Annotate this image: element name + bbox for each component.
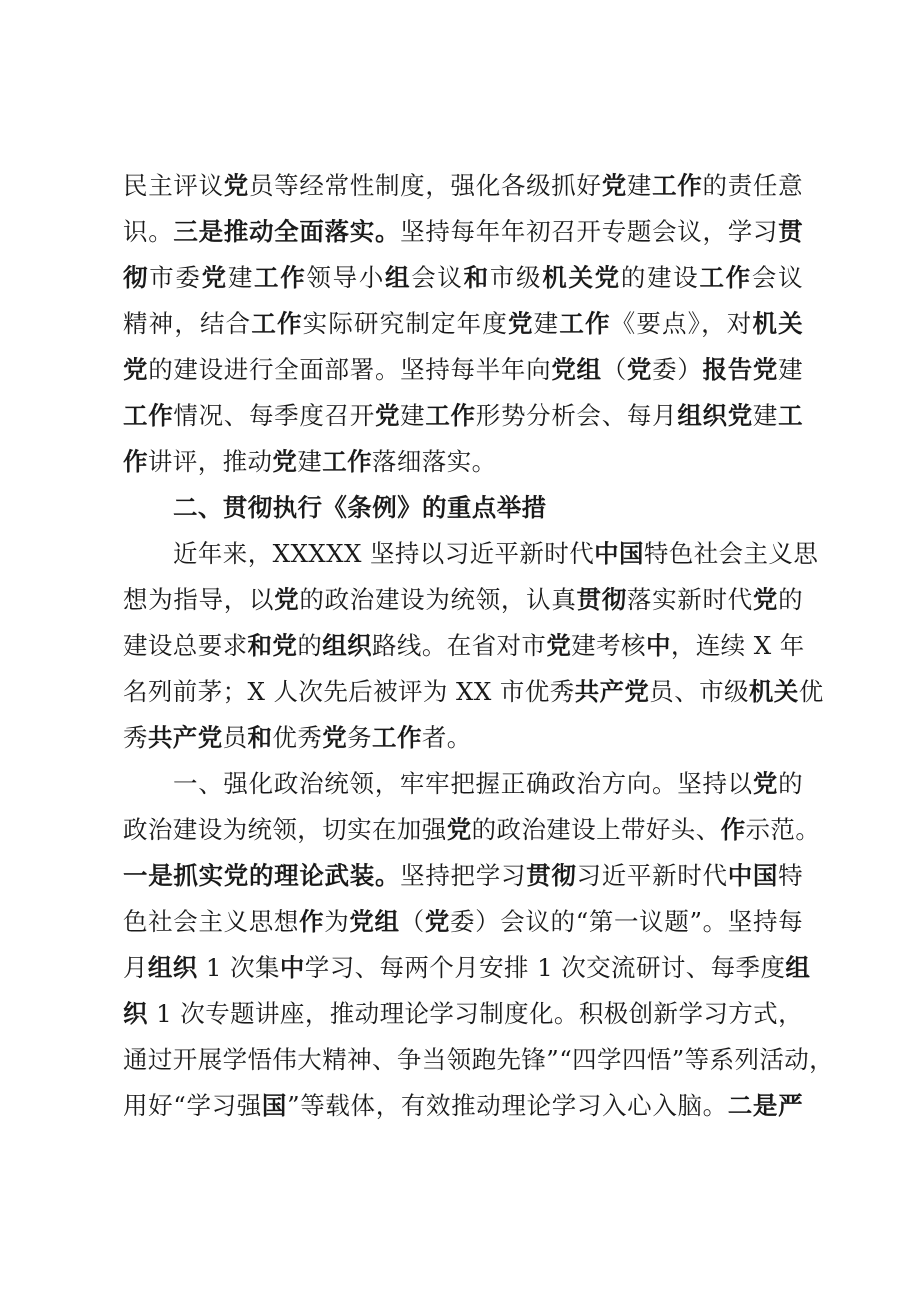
bold-run: 机关党: [542, 263, 621, 292]
text-run: 通过开展学悟伟大精神、争当领跑先锋”“四学四悟”等系列活动，: [123, 1045, 835, 1074]
text-run: 建: [626, 171, 653, 200]
bold-run: 共产党: [574, 677, 650, 706]
text-run: 会议: [411, 263, 464, 292]
bold-run: 贯彻: [526, 861, 577, 890]
text-run: 形势分析会、每月: [475, 401, 678, 430]
bold-run: 和: [463, 263, 490, 292]
bold-run: 党: [508, 309, 534, 338]
text-run: 学习、每两个月安排 1 次交流研讨、每季度: [304, 953, 786, 982]
document-body: [123, 163, 835, 1129]
paragraph-p3: [123, 761, 835, 1129]
bold-run: 二是严: [727, 1091, 803, 1120]
text-line: [123, 761, 803, 807]
text-line: [123, 807, 821, 853]
text-line: [123, 1083, 803, 1129]
text-line: [123, 1037, 835, 1083]
text-run: ”等载体，有效推动理论学习入心入脑。: [287, 1091, 728, 1120]
text-run: 会议: [751, 263, 803, 292]
bold-run: 工作: [372, 723, 422, 752]
text-run: 建: [533, 309, 560, 338]
bold-run: 工作: [652, 171, 703, 200]
text-line: [123, 163, 803, 209]
text-run: 坚持把学习: [400, 861, 527, 890]
bold-run: 作: [123, 447, 148, 476]
text-run: 的建设进行全面部署。坚持每半年向: [148, 355, 552, 384]
text-run: 务: [347, 723, 373, 752]
bold-run: 和: [247, 723, 273, 752]
text-run: 识。: [123, 217, 174, 246]
text-line: [123, 301, 803, 347]
text-line: [123, 209, 803, 255]
text-run: 秀: [123, 723, 148, 752]
bold-run: 共产党: [147, 723, 223, 752]
bold-run: 组织党: [677, 401, 753, 430]
text-line: [123, 623, 803, 669]
paragraph-p2: [123, 531, 824, 761]
text-run: 特: [778, 861, 803, 890]
bold-run: 党: [446, 815, 472, 844]
text-run: 建: [778, 355, 803, 384]
bold-run: 国: [261, 1091, 288, 1120]
bold-run: 党: [322, 723, 348, 752]
text-run: 习近平新时代: [576, 861, 728, 890]
bold-run: 工作: [251, 309, 303, 338]
bold-run: 党: [274, 585, 300, 614]
text-run: 情况、每季度召开: [173, 401, 375, 430]
text-run: 的: [778, 585, 803, 614]
bold-run: 机关: [752, 309, 804, 338]
text-line: [123, 439, 803, 485]
bold-run: 报告党: [702, 355, 779, 384]
text-run: （: [399, 907, 425, 936]
text-line: [123, 347, 803, 393]
text-run: 为: [324, 907, 350, 936]
text-run: 民主评议: [123, 171, 224, 200]
text-line: [123, 945, 811, 991]
text-run: 委）: [652, 355, 703, 384]
bold-run: 党: [272, 447, 298, 476]
text-run: 用好“学习强: [123, 1091, 262, 1120]
bold-run: 组: [785, 953, 811, 982]
bold-run: 党组: [551, 355, 602, 384]
bold-run: 组织: [322, 631, 373, 660]
bold-run: 工作: [254, 263, 307, 292]
text-run: 实际研究制定年度: [302, 309, 508, 338]
bold-run: 机关: [748, 677, 799, 706]
text-run: 建考核: [571, 631, 646, 660]
bold-run: 中国: [727, 861, 779, 890]
text-run: 的政治建设为统领，认真: [299, 585, 577, 614]
bold-run: 党: [752, 769, 779, 798]
bold-run: 中: [645, 631, 671, 660]
bold-run: 作: [720, 815, 746, 844]
text-run: 近年来，XXXXX 坚持以习近平新时代: [173, 539, 595, 568]
bold-run: 工: [778, 401, 804, 430]
text-run: 员等经常性制度，强化各级抓好: [248, 171, 602, 200]
text-line: [123, 393, 803, 439]
text-run: 者。: [421, 723, 472, 752]
bold-run: 工作: [123, 401, 174, 430]
bold-run: 中国: [594, 539, 644, 568]
text-run: 特色社会主义思: [643, 539, 819, 568]
text-run: 落实新时代: [626, 585, 753, 614]
text-run: 员: [222, 723, 248, 752]
text-run: 的政治建设上带好头、: [471, 815, 721, 844]
bold-run: 党: [424, 907, 450, 936]
text-line: [123, 577, 803, 623]
text-run: 政治建设为统领，切实在加强: [123, 815, 447, 844]
bold-run: 作: [299, 907, 325, 936]
bold-run: 党: [374, 401, 401, 430]
text-line: [123, 485, 803, 531]
text-run: 优: [798, 677, 824, 706]
text-run: 的建设: [620, 263, 700, 292]
text-line: [123, 669, 824, 715]
text-line: [123, 991, 803, 1037]
text-run: 一、强化政治统领，牢牢把握正确政治方向。坚持以: [173, 769, 753, 798]
text-run: 建: [752, 401, 779, 430]
bold-run: 党: [626, 355, 653, 384]
bold-run: 党: [223, 171, 249, 200]
text-line: [123, 531, 819, 577]
bold-run: 彻: [123, 263, 150, 292]
bold-run: 党: [123, 355, 149, 384]
text-run: 的责任意: [702, 171, 803, 200]
text-run: 市级: [489, 263, 543, 292]
bold-run: 一是抓实党的理论武装。: [123, 861, 401, 890]
text-run: 1 次集: [197, 953, 280, 982]
text-run: 月: [123, 953, 148, 982]
bold-run: 中: [279, 953, 305, 982]
text-run: 色社会主义思想: [123, 907, 300, 936]
bold-run: 织: [123, 999, 148, 1028]
text-run: （: [601, 355, 627, 384]
text-run: 的: [778, 769, 803, 798]
text-run: 坚持每年年初召开专题会议，学习: [400, 217, 779, 246]
text-run: 委）会议的“第一议题”。坚持每: [449, 907, 803, 936]
text-run: 建: [400, 401, 426, 430]
bold-run: 党: [601, 171, 627, 200]
bold-run: 党: [546, 631, 572, 660]
text-line: [123, 853, 803, 899]
bold-run: 贯彻: [576, 585, 627, 614]
text-run: 落细落实。: [372, 447, 497, 476]
text-run: 建设总要求: [123, 631, 248, 660]
text-run: 建: [227, 263, 255, 292]
text-line: [123, 255, 803, 301]
text-run: 1 次专题讲座，推动理论学习制度化。积极创新学习方式，: [147, 999, 803, 1028]
bold-run: 组: [385, 263, 412, 292]
bold-run: 贯: [778, 217, 803, 246]
text-run: 精神，结合: [123, 309, 252, 338]
text-run: 二、贯彻执行《条例》的重点举措: [173, 493, 547, 522]
bold-run: 组织: [147, 953, 198, 982]
text-run: 市委: [149, 263, 202, 292]
bold-run: 工作: [322, 447, 373, 476]
bold-run: 党组: [349, 907, 400, 936]
text-run: 的: [297, 631, 323, 660]
bold-run: 党: [201, 263, 228, 292]
text-run: 领导小: [306, 263, 386, 292]
bold-run: 党: [752, 585, 779, 614]
text-run: 《要点》，对: [610, 309, 753, 338]
section-heading: [123, 485, 803, 531]
text-line: [123, 715, 803, 761]
text-run: 想为指导，以: [123, 585, 275, 614]
bold-run: 工作: [699, 263, 752, 292]
text-run: 建: [297, 447, 323, 476]
paragraph-p1: [123, 163, 803, 485]
bold-run: 工作: [425, 401, 476, 430]
bold-run: 工作: [559, 309, 611, 338]
bold-run: 和党: [247, 631, 298, 660]
text-run: 示范。: [745, 815, 821, 844]
text-run: 路线。在省对市: [372, 631, 547, 660]
text-line: [123, 899, 803, 945]
bold-run: 三是推动全面落实。: [173, 217, 401, 246]
text-run: ，连续 X 年: [670, 631, 805, 660]
text-run: 员、市级: [649, 677, 749, 706]
text-run: 名列前茅；X 人次先后被评为 XX 市优秀: [123, 677, 575, 706]
text-run: 讲评，推动: [147, 447, 273, 476]
text-run: 优秀: [272, 723, 323, 752]
